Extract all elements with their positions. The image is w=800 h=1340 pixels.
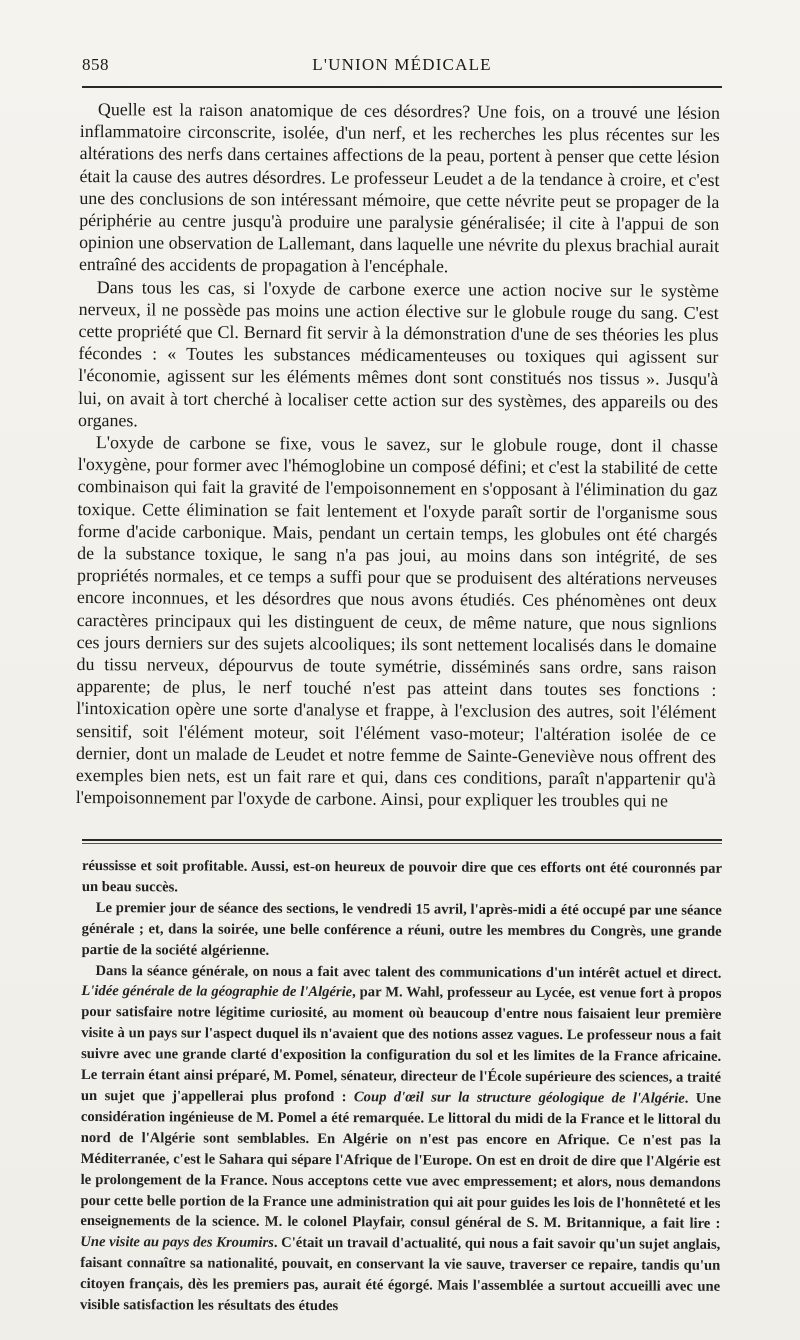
text-run: , par M. Wahl, professeur au Lycée, est venue fort à propos pour satisfaire notre légitime curiosité, au moment où beaucoup d'entre nous faisaient leur première visite à un pays sur l'aspect duquel ils n'avaient que des notions assez vagues. Le professeur nous a fait suivre avec une grande clarté d'exposition la configuration du sol et les limites de la France africaine. Le terrain étant ainsi préparé, M. Pomel, sénateur, directeur de l'École supérieure des sciences, a traité un sujet que j'appellerai plus profond : — [80, 984, 722, 1106]
work-title: Coup d'œil sur la structure géologique de l'Algérie — [353, 1089, 685, 1107]
feuilleton-rule — [82, 839, 722, 841]
feuilleton-rule-thin — [82, 843, 722, 844]
header-rule — [82, 86, 722, 88]
work-title: L'idée générale de la géographie de l'Algérie — [81, 983, 353, 1001]
text-run: Dans la séance générale, on nous a fait avec talent des communications d'un intérêt actuel et direct. — [95, 962, 722, 982]
paragraph: Dans tous les cas, si l'oxyde de carbone exerce une action nocive sur le système nerveux, il ne possède pas moins une action élective sur le globule rouge du sang. C'est cette propriété que Cl. Bernard fit servir à la démonstration d'une de ses théories les plus fécondes : « Toutes les substances médicamenteuses ou toxiques qui agissent sur l'économie, agissent sur les éléments mêmes dont sont constitués nos tissus ». Jusqu'à lui, on avait à tort cherché à localiser cette action sur des systèmes, des appareils ou des organes. — [77, 276, 719, 431]
paragraph: L'oxyde de carbone se fixe, vous le savez, sur le globule rouge, dont il chasse l'oxygène, pour former avec l'hémoglobine un composé défini; et c'est la stabilité de cette combinaison qui fait la gravité de l'empoisonnement en s'opposant à l'élimination du gaz toxique. Cette élimination se fait lentement et l'oxyde paraît sortir de l'organisme sous forme d'acide carbonique. Mais, pendant un certain temps, les globules ont été chargés de la substance toxique, le sang n'a pas joui, au moins dans son intégrité, de ses propriétés normales, et ce temps a suffi pour que se produisent des altérations nerveuses encore inconnues, et les désordres que nous avons étudiés. Ces phénomènes ont deux caractères principaux qui les distinguent de ceux, de même nature, que nous signlions ces jours derniers sur des sujets alcooliques; ils sont nettement localisés dans le domaine du tissu nerveux, dépourvus de toute symétrie, disséminés sans ordre, sans raison apparente; de plus, le nerf touché n'est pas atteint dans toutes ses fonctions : l'intoxication opère une sorte d'analyse et frappe, à l'exclusion des autres, soit l'élément sensitif, soit l'élément moteur, soit l'élément vaso-moteur; l'altération isolée de ce dernier, dont un malade de Leudet et notre femme de Sainte-Geneviève nous offrent des exemples bien nets, est un fait rare et qui, dans ces conditions, paraît n'appartenir qu'à l'empoisonnement par l'oxyde de carbone. Ainsi, pour expliquer les troubles qui ne — [75, 432, 718, 811]
page-header — [82, 55, 722, 81]
text-run: . C'était un travail d'actualité, qui nous a fait savoir qu'un sujet anglais, faisant connaître sa nationalité, pouvait, en conservant la vie sauve, traverser ce repaire, tandis qu'un citoyen français, dès les premiers pas, aurait été égorgé. Mais l'assemblée a surtout accueilli avec une visible satisfaction les résultats des études — [80, 1235, 721, 1315]
paragraph: Quelle est la raison anatomique de ces désordres? Une fois, on a trouvé une lésion inflammatoire circonscrite, isolée, d'un nerf, et les recherches les plus récentes sur les altérations des nerfs dans certaines affections de la peau, portent à penser que cette lésion était la cause des autres désordres. Le professeur Leudet a de la tendance à croire, et c'est une des conclusions de son intéressant mémoire, que cette névrite peut se propager de la périphérie au centre jusqu'à produire une paralysie généralisée; il cite à l'appui de son opinion une observation de Lallemant, dans laquelle une névrite du plexus brachial aurait entraîné des accidents de propagation à l'encéphale. — [78, 99, 720, 277]
page-number: 858 — [82, 55, 109, 74]
text-run: . Une considération ingénieuse de M. Pomel a été remarquée. Le littoral du midi de la France et le littoral du nord de l'Algérie sont semblables. En Algérie on n'est pas encore en Afrique. Ce n'est pas la Méditerranée, c'est le Sahara qui sépare l'Afrique de l'Europe. On est en droit de dire que l'Algérie est le prolongement de la France. Nous acceptons cette vue avec empressement; et alors, nous demandons pour cette belle portion de la France une administration qui ait pour guides les lois de l'honnêteté et les enseignements de la science. M. le colonel Playfair, consul général de S. M. Britannique, a fait lire : — [80, 1090, 721, 1233]
feuilleton-paragraph: Le premier jour de séance des sections, le vendredi 15 avril, l'après-midi a été occupé par une séance générale ; et, dans la soirée, une belle conférence a réuni, outre les membres du Congrès, une grande partie de la société algérienne. — [81, 899, 722, 959]
running-title: L'UNION MÉDICALE — [312, 55, 492, 74]
feuilleton-paragraph: réussisse et soit profitable. Aussi, est-on heureux de pouvoir dire que ces efforts ont été couronnés par un beau succès. — [81, 858, 722, 896]
feuilleton-section — [80, 856, 722, 1319]
work-title: Une visite au pays des Kroumirs — [80, 1234, 274, 1252]
main-article — [76, 98, 720, 812]
feuilleton-paragraph — [80, 961, 722, 1319]
